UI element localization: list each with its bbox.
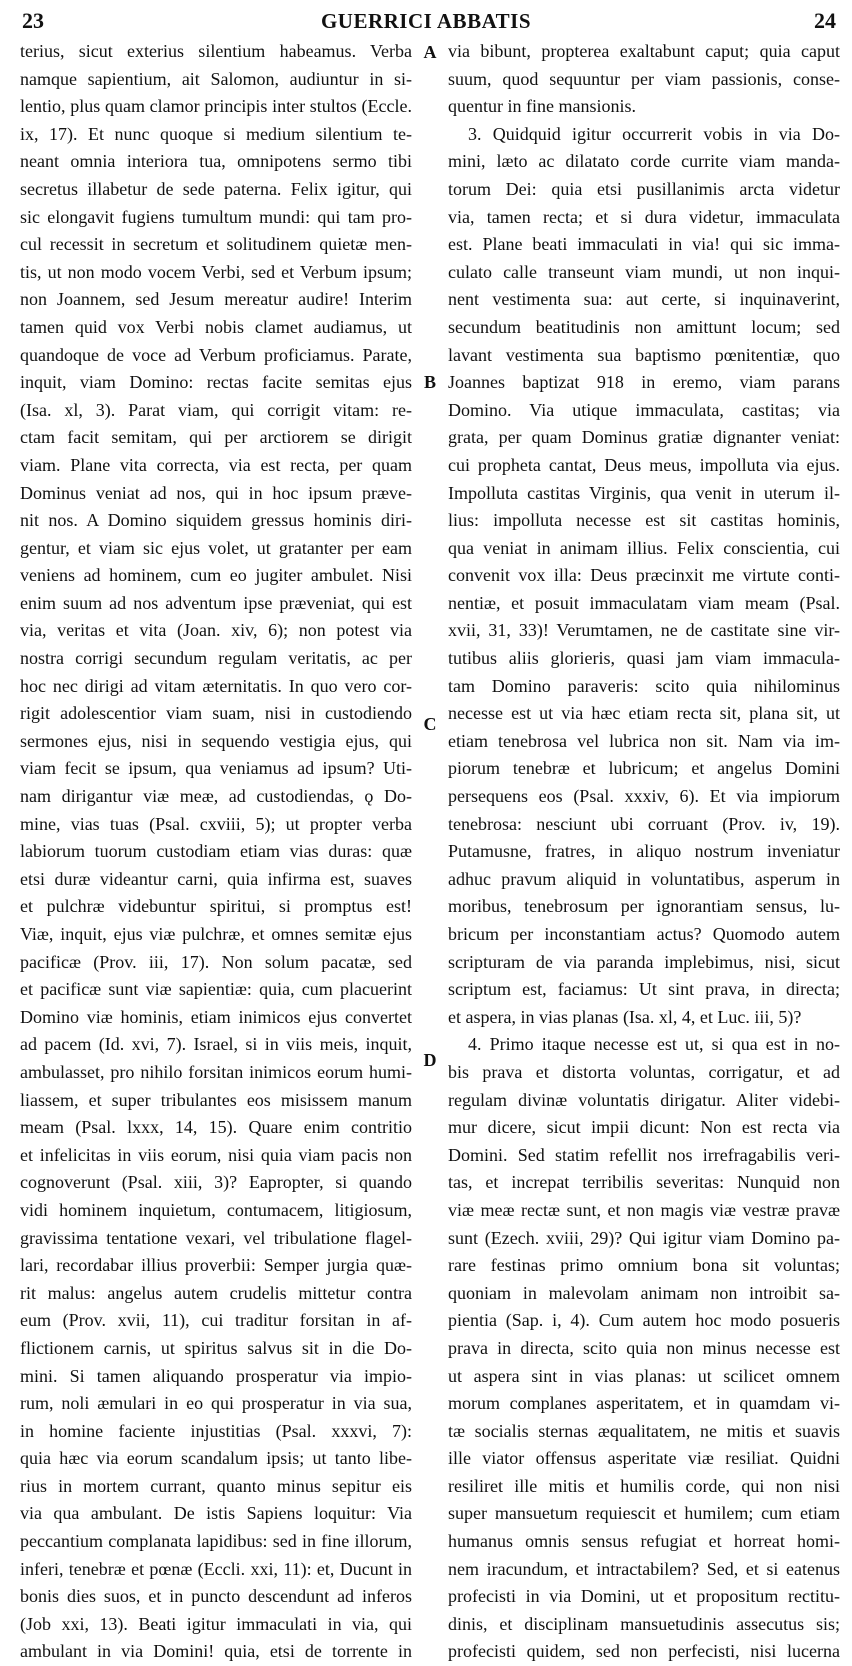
text-line: secretus illabetur de sede paterna. Felix igitur, qui [20, 178, 412, 199]
text-line: sunt (Ezech. xviii, 29)? Qui igitur viam Domino pa- [448, 1227, 840, 1248]
text-line: via bibunt, propterea exaltabunt caput; quia caput [448, 41, 840, 61]
text-line: etsi duræ videantur carni, quia infirma est, suaves [20, 868, 412, 889]
text-line: grata, per quam Dominus gratiæ dignanter veniat: [448, 427, 840, 448]
page-number-left: 23 [22, 8, 44, 33]
text-line: lavant vestimenta sua baptismo pœnitentiæ, quo [448, 344, 840, 365]
text-line: ut aspera sint in vias planas: ut scilicet omnem [448, 1365, 840, 1386]
text-line: in homine faciente injustitias (Psal. xxxvi, 7): [20, 1420, 412, 1441]
text-line: mur dicere, sicut impii dicunt: Non est recta via [448, 1117, 840, 1138]
text-line: torum Dei: quia etsi pusillanimis arcta videtur [448, 178, 840, 199]
text-line: profecisti quidem, sed non perfecisti, nisi lucerna [448, 1641, 840, 1662]
text-line: inquit, viam Domino: rectas facite semitas ejus [20, 372, 412, 393]
text-line: ad pacem (Id. xvi, 7). Israel, si in viis meis, inquit, [20, 1034, 412, 1055]
text-line: Domino viæ hominis, etiam inimicos ejus convertet [20, 1006, 412, 1027]
text-line: gentur, et viam sic ejus volet, ut gratanter per eam [20, 537, 412, 558]
text-line: viæ meæ rectæ sunt, et non magis viæ vestræ pravæ [448, 1199, 840, 1220]
text-line: xvii, 31, 33)! Verumtamen, ne de castitate sine vir- [448, 620, 840, 641]
text-line: mine, vias tuas (Psal. cxviii, 5); ut propter verba [20, 813, 412, 834]
text-line: tas, et increpat terribilis severitas: Nunquid non [448, 1172, 840, 1193]
text-line: tenebrosa: nesciunt ubi corruant (Prov. iv, 19). [448, 813, 840, 834]
text-line: ctam facit semitam, qui per arctiorem se dirigit [20, 427, 412, 448]
text-line: humanus omnis sensus refugiat et horreat homi- [448, 1531, 840, 1552]
text-line: nem iracundum, et intractabilem? Sed, et si eatenus [448, 1558, 840, 1579]
text-line: ix, 17). Et nunc quoque si medium silentium te- [20, 123, 412, 144]
text-line: veniens ad hominem, cum eo jugiter ambulet. Nisi [20, 565, 412, 586]
text-line: bricum per inconstantiam actus? Quomodo autem [448, 924, 840, 944]
text-line: enim suum ad nos adventum ipse præveniat, qui est [20, 592, 412, 613]
text-line: nam dirigantur viæ meæ, ad custodiendas, ǫ Do- [20, 786, 412, 807]
text-line: tam Domino paraveris: scito quia nihilominus [448, 675, 840, 696]
page-header [0, 6, 852, 34]
text-line: tutibus aliis glorieris, quasi jam viam immacula- [448, 648, 840, 669]
text-line: rare festinas primo omnium bona sit voluntas; [448, 1255, 840, 1276]
text-line: tæ socialis sternas æqualitatem, ne mitis et suavis [448, 1420, 840, 1441]
text-line: eum (Prov. xvii, 11), cui traditur forsitan in af- [20, 1310, 412, 1331]
text-line: lari, recordabar illius proverbii: Semper jurgia quæ- [20, 1255, 412, 1276]
margin-marker: C [423, 714, 437, 734]
margin-marker: D [423, 1050, 437, 1070]
text-line: pientia (Sap. i, 4). Cum autem hoc modo posueris [448, 1310, 840, 1331]
text-line: bonis dies suos, et in puncto descendunt ad inferos [20, 1586, 412, 1607]
text-line: secundum beatitudinis non amittunt locum; sed [448, 316, 840, 337]
text-line: flictionem carnis, ut spiritus salvus sit in die Do- [20, 1337, 412, 1358]
text-line: et pulchræ videbuntur spiritui, si promptus est! [20, 896, 412, 917]
text-line: est. Plane beati immaculati in via! qui sic imma- [448, 234, 840, 255]
text-line: Domini. Sed statim refellit nos irrefragabilis veri- [448, 1144, 840, 1165]
text-line: cui propheta cantat, Deus meus, impolluta via ejus. [448, 454, 840, 475]
text-line: mini, læto ac dilatato corde currite viam manda- [448, 151, 840, 172]
text-line: necesse est ut via hæc etiam recta sit, plana sit, ut [448, 703, 840, 724]
text-line: mini. Si tamen aliquando prosperatur via impio- [20, 1365, 412, 1386]
text-line: scriptum est, faciamus: Ut sint prava, in directa; [448, 979, 840, 1000]
text-line: ambulasset, pro nihilo forsitan inimicos eorum humi- [20, 1061, 412, 1082]
text-line: (Isa. xl, 3). Parat viam, qui corrigit vitam: re- [20, 399, 412, 420]
text-line: hoc nec dirigi ad vitam æternitatis. In quo vero cor- [20, 675, 412, 696]
text-line: terius, sicut exterius silentium habeamus. Verba [20, 41, 412, 61]
text-line: via qua ambulant. De istis Sapiens loquitur: Via [20, 1503, 412, 1524]
text-line: qua veniat in animam illius. Felix conscientia, cui [448, 537, 840, 558]
text-line: morum complanes asperitatem, et in quamdam vi- [448, 1393, 840, 1414]
text-line: peccantium complanata lapidibus: sed in fine illorum, [20, 1531, 412, 1552]
text-line: viam fecit se ipsum, qua veniamus ad ipsum? Uti- [20, 758, 412, 779]
text-line: quia hæc via eorum scandalum ipsis; ut tanto libe- [20, 1448, 412, 1469]
text-line: quandoque de voce ad Verbum proficiamus. Parate, [20, 344, 412, 365]
text-line: Joannes baptizat 918 in eremo, viam parans [448, 372, 840, 393]
text-line: culato calle transeunt viam mundi, ut non inqui- [448, 261, 840, 282]
margin-marker: B [423, 372, 436, 392]
text-line: convenit vox illa: Deus præcinxit me virtute conti- [448, 565, 840, 586]
text-line: (Job xxi, 13). Beati igitur immaculati in via, qui [20, 1613, 412, 1634]
text-line: cul recessit in secretum et solitudinem quietæ men- [20, 234, 412, 255]
text-line: ambulant in via Domini! quia, etsi de torrente in [20, 1641, 412, 1662]
text-line: quentur in fine mansionis. [448, 96, 636, 117]
text-line: rum, noli æmulari in eo qui prosperatur in via sua, [20, 1393, 412, 1414]
text-line: non Joannem, sed Jesum mereatur audire! Interim [20, 289, 412, 310]
text-line: prava in directa, scito quia non minus necesse est [448, 1337, 840, 1358]
running-title: GUERRICI ABBATIS [320, 9, 532, 33]
text-line: labiorum tuorum custodiam etiam vias duras: quæ [20, 841, 412, 862]
text-line: rit malus: angelus autem crudelis mittetur contra [20, 1282, 412, 1303]
text-line: sermones ejus, nisi in sequendo vestigia ejus, qui [20, 730, 412, 751]
text-line: Dominus veniat ad nos, qui in hoc ipsum præve- [20, 482, 412, 503]
text-line: liassem, et super tribulantes eos misissem manum [20, 1089, 412, 1110]
text-line: et aspera, in vias planas (Isa. xl, 4, et Luc. iii, 5)? [448, 1006, 802, 1027]
text-line: Impolluta castitas Virginis, qua venit in uterum il- [448, 482, 840, 503]
text-line: et infelicitas in viis eorum, nisi quia viam pacis non [20, 1144, 412, 1165]
text-line: scripturam de via paranda implebimus, nisi, sicut [448, 951, 840, 972]
left-text-column [20, 38, 412, 1666]
text-line: et pacificæ sunt viæ sapientiæ: quia, cum placuerint [20, 979, 412, 1000]
text-line: dinis, et disciplinam mansuetudinis assecutus sis; [448, 1613, 840, 1634]
text-line: etiam tenebrosa vel lubrica non sit. Nam via im- [448, 730, 840, 751]
text-line: meam (Psal. lxxx, 14, 15). Quare enim contritio [20, 1117, 412, 1138]
text-line: inferi, tenebræ et pœnæ (Eccli. xxi, 11): et, Ducunt in [20, 1558, 412, 1579]
text-line: sic elongavit fugiens tumultum mundi: qui tam pro- [20, 206, 412, 227]
text-line: via, veritas et vita (Joan. xiv, 6); non potest via [20, 620, 412, 641]
text-line: rius in mortem currant, quanto minus sepitur eis [20, 1475, 412, 1496]
text-line: profecisti in via Domini, ut et propositum rectitu- [448, 1586, 840, 1607]
right-text-column [448, 38, 840, 1666]
text-line: gravissima tentatione vexari, vel tribulatione flagel- [20, 1227, 412, 1248]
text-line: moribus, tenebrosum per ignorantiam sensus, lu- [448, 896, 840, 917]
text-line: rigit adolescentior viam suam, nisi in custodiendo [20, 703, 412, 724]
text-line: adhuc pravum aliquid in voluntatibus, asperum in [448, 868, 840, 889]
page-number-right: 24 [814, 8, 836, 33]
text-line: nent vestimenta sua: aut certe, si inquinaverint, [448, 289, 840, 310]
text-line: lentio, plus quam clamor principis inter stultos (Eccle. [20, 96, 412, 117]
text-line: regulam divinæ voluntatis dirigatur. Aliter videbi- [448, 1089, 840, 1110]
text-line: suum, quod sequuntur per viam passionis, conse- [448, 68, 840, 89]
text-line: Viæ, inquit, ejus viæ pulchræ, et omnes semitæ ejus [20, 924, 412, 944]
text-line: Putamusne, fratres, in aliquo nostrum inveniatur [448, 841, 840, 862]
text-line: quoniam in malevolam animam non introibit sa- [448, 1282, 840, 1303]
text-line: super mansuetum requiescit et humilem; cum etiam [448, 1503, 840, 1524]
text-line: tamen quid vox Verbi nobis clamet audiamus, ut [20, 316, 412, 337]
text-line: viam. Plane vita correcta, via est recta, per quam [20, 454, 412, 475]
text-line: resiliret ille mitis et humilis corde, qui non nisi [448, 1475, 840, 1496]
text-line: ille viator offensus asperitate viæ resiliat. Quidni [448, 1448, 840, 1469]
text-line: vidi hominem inquietum, contumacem, litigiosum, [20, 1199, 412, 1220]
text-line: nit nos. A Domino siquidem gressus hominis diri- [20, 510, 412, 531]
text-line: nostra corrigi secundum regulam veritatis, ac per [20, 648, 412, 669]
text-line: namque sapientium, ait Salomon, audiuntur in si- [20, 68, 412, 89]
text-line: 3. Quidquid igitur occurrerit vobis in via Do- [468, 123, 840, 144]
text-line: Domino. Via utique immaculata, castitas; via [448, 399, 840, 420]
text-line: nentiæ, et posuit immaculatam viam meam (Psal. [448, 592, 840, 613]
text-line: bis prava et distorta voluntas, corrigatur, et ad [448, 1061, 840, 1082]
text-line: 4. Primo itaque necesse est ut, si qua est in no- [468, 1034, 840, 1055]
text-line: cognoverunt (Psal. xiii, 3)? Eapropter, si quando [20, 1172, 412, 1193]
text-line: pacificæ (Prov. iii, 17). Non solum pacatæ, sed [20, 951, 412, 972]
text-line: neant omnia interiora tua, omnipotens sermo tibi [20, 151, 412, 172]
text-line: tis, ut non modo vocem Verbi, sed et Verbum ipsum; [20, 261, 412, 282]
text-line: piorum tenebræ et lubricum; et angelus Domini [448, 758, 840, 779]
text-line: persequens eos (Psal. xxxiv, 6). Et via impiorum [448, 786, 840, 807]
text-line: via, tamen recta; et si dura videtur, immaculata [448, 206, 840, 227]
text-line: lius: impolluta necesse est sit castitas hominis, [448, 510, 840, 531]
margin-marker: A [423, 42, 437, 62]
